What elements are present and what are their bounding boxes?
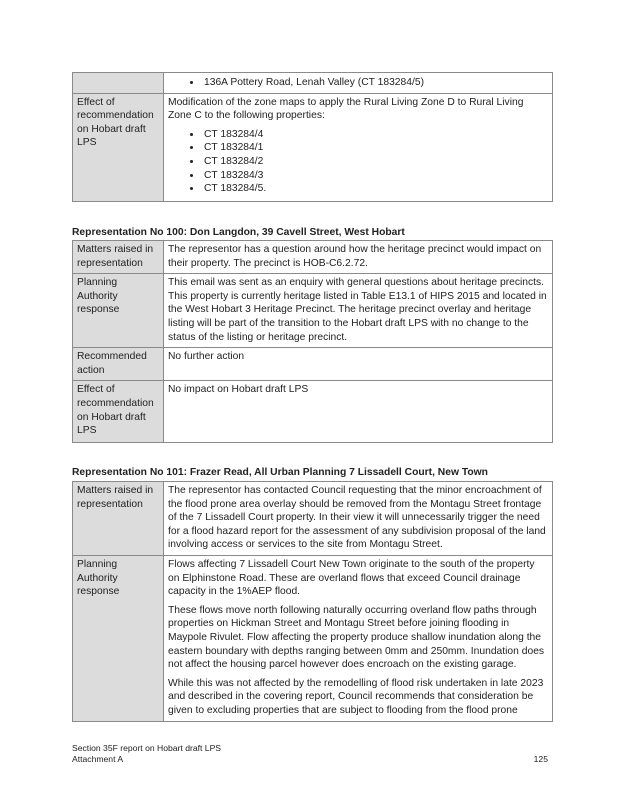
- list-item: • CT 183284/4: [202, 128, 548, 142]
- effect-value: [164, 93, 553, 201]
- matters-value: The representor has contacted Council requesting that the minor encroachment of the flood prone area overlay should be removed from the Montagu Street frontage of the 7 Lissadell Court property. In their view it will unnecessarily trigger the need for a flood hazard report for the assessment of any subdivision proposal of the land involving access or services to the site from Montagu Street.: [164, 482, 553, 556]
- response-value: [164, 555, 553, 721]
- empty-label-cell: [73, 73, 164, 94]
- response-paragraph: While this was not affected by the remodelling of flood risk undertaken in late 2023 and described in the covering report, Council recommends that consideration be given to excluding properties that are subject to flooding from the flood prone: [168, 677, 544, 716]
- effect-label: Effect of recommendation on Hobart draft LPS: [73, 93, 164, 201]
- rep100-heading: Representation No 100: Don Langdon, 39 Cavell Street, West Hobart: [72, 227, 405, 238]
- continuation-table: [72, 72, 553, 202]
- list-item: • 136A Pottery Road, Lenah Valley (CT 183284/5): [202, 76, 548, 90]
- response-value: This email was sent as an enquiry with general questions about heritage precincts. This property is currently heritage listed in Table E13.1 of HIPS 2015 and located in the West Hobart 3 Heritage Precinct. The heritage precinct overlay and heritage listing will be part of the transition to the Hobart draft LPS with no change to the status of the listing or heritage precinct.: [164, 274, 553, 348]
- matters-label: Matters raised in representation: [73, 241, 164, 274]
- action-value: No further action: [164, 348, 553, 381]
- list-item: • CT 183284/3: [202, 169, 548, 183]
- list-item: • CT 183284/2: [202, 155, 548, 169]
- rep101-table: [72, 481, 553, 722]
- effect-text: Modification of the zone maps to apply the Rural Living Zone D to Rural Living Zone C to the following properties:: [168, 96, 524, 122]
- page-number: 125: [533, 754, 548, 764]
- list-item: • CT 183284/5.: [202, 182, 548, 196]
- response-paragraph: Flows affecting 7 Lissadell Court New Town originate to the south of the property on Elphinstone Road. These are overland flows that exceed Council drainage capacity in the 1%AEP flood.: [168, 558, 535, 598]
- footer-line-2: Attachment A: [72, 754, 124, 764]
- matters-value: The representor has a question around how the heritage precinct would impact on their property. The precinct is HOB-C6.2.72.: [164, 241, 553, 274]
- response-label: Planning Authority response: [73, 555, 164, 721]
- action-label: Recommended action: [73, 348, 164, 381]
- effect-value: No impact on Hobart draft LPS: [164, 381, 553, 443]
- rep100-table: [72, 240, 553, 443]
- response-paragraph: These flows move north following naturally occurring overland flow paths through properties on Hickman Street and Montagu Street before joining flooding in Maypole Rivulet. Flow affecting the property produce shallow inundation along the eastern boundary with depths ranging between 0mm and 250mm. Inundation does not affect the housing parcel however does encroach on the existing garage.: [168, 604, 545, 671]
- matters-label: Matters raised in representation: [73, 482, 164, 556]
- footer-line-1: Section 35F report on Hobart draft LPS: [72, 743, 222, 753]
- property-list-cell: [164, 73, 553, 94]
- list-item: • CT 183284/1: [202, 141, 548, 155]
- effect-label: Effect of recommendation on Hobart draft LPS: [73, 381, 164, 443]
- response-label: Planning Authority response: [73, 274, 164, 348]
- rep101-heading: Representation No 101: Frazer Read, All Urban Planning 7 Lissadell Court, New Town: [72, 467, 488, 478]
- ct-list: [168, 128, 548, 196]
